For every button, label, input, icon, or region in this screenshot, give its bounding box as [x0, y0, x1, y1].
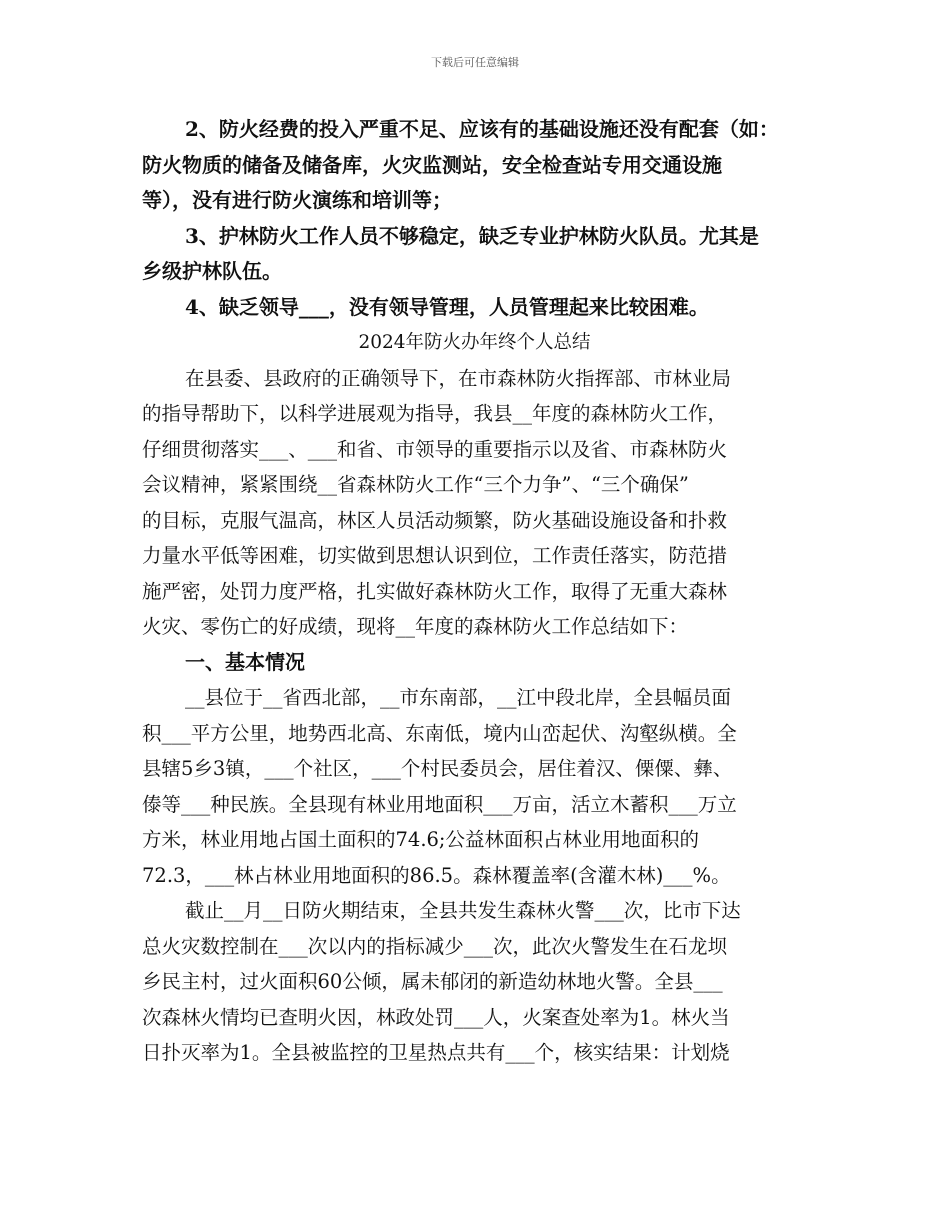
paragraph-line: 次森林火情均已查明火因，林政处罚___人，火案查处率为1。林火当	[142, 1005, 730, 1029]
paragraph-line: 傣等___种民族。全县现有林业用地面积___万亩，活立木蓄积___万立	[142, 792, 737, 816]
paragraph-line: 乡级护林队伍。	[142, 259, 282, 283]
paragraph-line: 日扑灭率为1。全县被监控的卫星热点共有___个，核实结果：计划烧	[142, 1041, 730, 1064]
paragraph-line: __县位于__省西北部，__市东南部，__江中段北岸，全县幅员面	[185, 686, 732, 709]
paragraph-line: 县辖5乡3镇，___个社区，___个村民委员会，居住着汉、傈僳、彝、	[142, 757, 733, 780]
paragraph-line: 截止__月__日防火期结束，全县共发生森林火警___次，比市下达	[185, 899, 741, 922]
paragraph-line: 4、缺乏领导___，没有领导管理，人员管理起来比较困难。	[185, 294, 709, 319]
paragraph-line: 在县委、县政府的正确领导下，在市森林防火指挥部、市林业局	[185, 366, 732, 390]
paragraph-line: 方米，林业用地占国土面积的74.6;公益林面积占林业用地面积的	[142, 828, 699, 851]
section-heading: 一、基本情况	[185, 649, 305, 674]
paragraph-line: 总火灾数控制在___次以内的指标减少___次，此次火警发生在石龙坝	[142, 934, 728, 958]
paragraph-line: 72.3，___林占林业用地面积的86.5。森林覆盖率(含灌木林)___%。	[142, 863, 731, 887]
paragraph-line: 仔细贯彻落实___、___和省、市领导的重要指示以及省、市森林防火	[142, 437, 728, 461]
paragraph-line: 等），没有进行防火演练和培训等；	[142, 188, 452, 212]
paragraph-line: 火灾、零伤亡的好成绩，现将__年度的森林防火工作总结如下：	[142, 615, 689, 638]
paragraph-line: 施严密，处罚力度严格，扎实做好森林防火工作，取得了无重大森林	[142, 579, 728, 603]
paragraph-line: 防火物质的储备及储备库，火灾监测站，安全检查站专用交通设施	[142, 152, 722, 177]
paragraph-line: 的目标，克服气温高，林区人员活动频繁，防火基础设施设备和扑救	[142, 508, 728, 532]
paragraph-line: 3、护林防火工作人员不够稳定，缺乏专业护林防火队员。尤其是	[185, 223, 759, 248]
paragraph-line: 会议精神，紧紧围绕__省森林防火工作“三个力争”、“三个确保”	[142, 473, 689, 496]
document-title: 2024年防火办年终个人总结	[358, 332, 591, 353]
paragraph-line: 2、防火经费的投入严重不足、应该有的基础设施还没有配套（如：	[185, 117, 779, 141]
paragraph-line: 乡民主村，过火面积60公倾，属未郁闭的新造幼林地火警。全县___	[142, 970, 723, 993]
document-body	[142, 112, 807, 1071]
paragraph-line: 的指导帮助下，以科学进展观为指导，我县__年度的森林防火工作，	[142, 402, 728, 425]
paragraph-line: 力量水平低等困难，切实做到思想认识到位，工作责任落实，防范措	[142, 544, 728, 567]
page-header: 下载后可任意编辑	[431, 56, 519, 69]
paragraph-line: 积___平方公里，地势西北高、东南低，境内山峦起伏、沟壑纵横。全	[142, 721, 737, 745]
